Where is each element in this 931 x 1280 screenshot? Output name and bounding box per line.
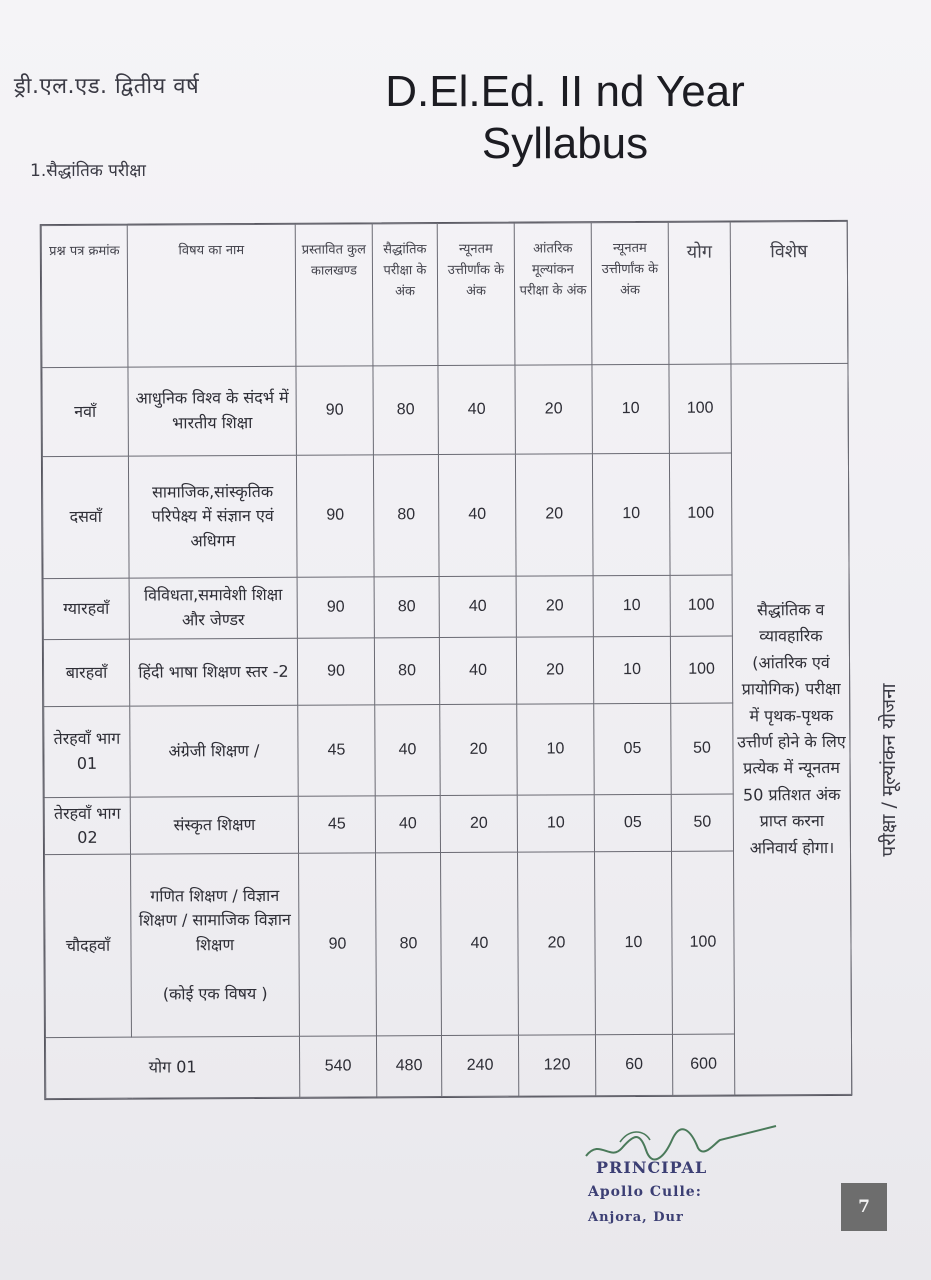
periods-cell: 90 xyxy=(299,853,377,1036)
paper-number: दसवाँ xyxy=(42,457,129,579)
total-cell: 100 xyxy=(670,575,732,636)
internal-cell: 10 xyxy=(517,704,594,796)
min-pass-cell: 20 xyxy=(440,796,517,853)
subject-note: (कोई एक विषय ) xyxy=(162,983,268,1004)
table-row xyxy=(45,851,852,1038)
min-pass-internal-cell: 10 xyxy=(595,852,673,1035)
periods-cell: 90 xyxy=(297,638,374,705)
stamp-title: PRINCIPAL xyxy=(596,1158,708,1177)
theory-cell: 80 xyxy=(376,853,442,1036)
theory-cell: 40 xyxy=(375,796,440,853)
paper-number: तेरहवाँ भाग 02 xyxy=(44,798,130,855)
min-pass-cell: 20 xyxy=(440,704,517,796)
paper-number: तेरहवाँ भाग 01 xyxy=(44,706,130,798)
grand-total: 600 xyxy=(672,1034,734,1095)
side-margin-label: परीक्षा / मूल्यांकन योजना xyxy=(878,683,900,857)
min-pass-internal-cell: 05 xyxy=(594,795,671,852)
subject-name: हिंदी भाषा शिक्षण स्तर -2 xyxy=(129,638,297,706)
table-row xyxy=(42,453,849,579)
table-row xyxy=(42,363,848,457)
theory-cell: 80 xyxy=(374,577,439,638)
min-pass-internal-cell: 10 xyxy=(592,454,670,576)
total-cell: 100 xyxy=(670,636,732,703)
min-pass-cell: 40 xyxy=(438,365,515,455)
table-row xyxy=(43,575,849,640)
subject-name: सामाजिक,सांस्कृतिक परिपेक्ष्य में संज्ञान एवं अधिगम xyxy=(128,456,297,579)
min-pass-internal-cell: 10 xyxy=(593,636,670,703)
total-cell: 100 xyxy=(669,364,731,454)
total-theory: 480 xyxy=(376,1036,441,1097)
header-min-pass-internal: न्यूनतम उत्तीर्णांक के अंक xyxy=(591,222,669,364)
title-line-1: D.El.Ed. II nd Year xyxy=(385,67,745,116)
header-special: विशेष xyxy=(730,221,848,364)
page-title xyxy=(380,66,750,170)
periods-cell: 45 xyxy=(298,705,375,797)
table-row xyxy=(43,635,849,706)
special-note: सैद्धांतिक व व्यावहारिक (आंतरिक एवं प्रायोगिक) परीक्षा में पृथक-पृथक उत्तीर्ण होने के लिए प्रत्येक में न्यूनतम 50 प्रतिशत अंक प्राप्त करना अनिवार्य होगा। xyxy=(731,363,852,1095)
periods-cell: 90 xyxy=(296,455,374,577)
subject-name xyxy=(131,854,300,1038)
paper-number: बारहवाँ xyxy=(43,639,129,706)
total-cell: 100 xyxy=(672,851,735,1034)
subject-name-text: गणित शिक्षण / विज्ञान शिक्षण / सामाजिक विज्ञान शिक्षण xyxy=(138,885,291,955)
paper-number: नवाँ xyxy=(42,367,128,457)
theory-cell: 80 xyxy=(373,366,438,456)
periods-cell: 90 xyxy=(296,366,373,456)
paper-number: चौदहवाँ xyxy=(45,854,132,1037)
stamp-location: Anjora, Dur xyxy=(588,1210,684,1225)
theory-cell: 40 xyxy=(375,705,440,797)
total-cell: 100 xyxy=(669,453,732,575)
total-min-pass-internal: 60 xyxy=(595,1034,672,1095)
header-total: योग xyxy=(668,222,731,364)
total-cell: 50 xyxy=(671,794,733,851)
internal-cell: 20 xyxy=(515,365,592,455)
table-row xyxy=(44,794,850,855)
min-pass-internal-cell: 10 xyxy=(592,364,669,454)
periods-cell: 45 xyxy=(298,796,375,853)
min-pass-cell: 40 xyxy=(439,576,516,637)
principal-stamp xyxy=(580,1118,780,1228)
totals-label: योग 01 xyxy=(45,1036,299,1098)
theory-cell: 80 xyxy=(374,638,439,705)
table-row xyxy=(44,702,850,798)
title-line-2: Syllabus xyxy=(481,119,649,168)
subject-name: संस्कृत शिक्षण xyxy=(130,797,298,855)
theory-cell: 80 xyxy=(373,455,439,577)
table-header-row xyxy=(41,221,848,367)
header-theory-marks: सैद्धांतिक परीक्षा के अंक xyxy=(372,224,438,366)
total-min-pass: 240 xyxy=(441,1035,518,1096)
syllabus-table xyxy=(40,220,853,1100)
min-pass-cell: 40 xyxy=(439,637,516,704)
subject-name: आधुनिक विश्व के संदर्भ में भारतीय शिक्षा xyxy=(128,366,296,456)
internal-cell: 20 xyxy=(515,454,593,576)
side-margin-text xyxy=(868,640,908,900)
min-pass-cell: 40 xyxy=(441,852,519,1035)
internal-cell: 20 xyxy=(516,637,593,704)
internal-cell: 10 xyxy=(517,795,594,852)
periods-cell: 90 xyxy=(297,577,374,638)
internal-cell: 20 xyxy=(518,852,596,1035)
stamp-college: Apollo Culle: xyxy=(588,1184,702,1200)
page-number-badge: 7 xyxy=(841,1183,887,1231)
total-internal: 120 xyxy=(518,1035,595,1096)
section-label: 1.सैद्धांतिक परीक्षा xyxy=(30,161,146,181)
internal-cell: 20 xyxy=(516,576,593,637)
paper-number: ग्यारहवाँ xyxy=(43,578,129,639)
header-min-pass: न्यूनतम उत्तीर्णांक के अंक xyxy=(437,223,515,365)
course-heading-hindi: ड्री.एल.एड. द्वितीय वर्ष xyxy=(14,74,200,99)
header-paper-no: प्रश्न पत्र क्रमांक xyxy=(41,225,128,367)
totals-row xyxy=(45,1033,851,1098)
min-pass-internal-cell: 05 xyxy=(594,703,671,795)
subject-name: अंग्रेजी शिक्षण / xyxy=(130,705,298,797)
header-internal-marks: आंतरिक मूल्यांकन परीक्षा के अंक xyxy=(514,223,592,365)
header-periods: प्रस्तावित कुल कालखण्ड xyxy=(295,224,373,366)
min-pass-cell: 40 xyxy=(438,454,516,576)
header-subject-name: विषय का नाम xyxy=(127,224,296,367)
subject-name: विविधता,समावेशी शिक्षा और जेण्डर xyxy=(129,577,297,639)
min-pass-internal-cell: 10 xyxy=(593,575,670,636)
total-cell: 50 xyxy=(671,703,733,795)
total-periods: 540 xyxy=(299,1036,376,1097)
